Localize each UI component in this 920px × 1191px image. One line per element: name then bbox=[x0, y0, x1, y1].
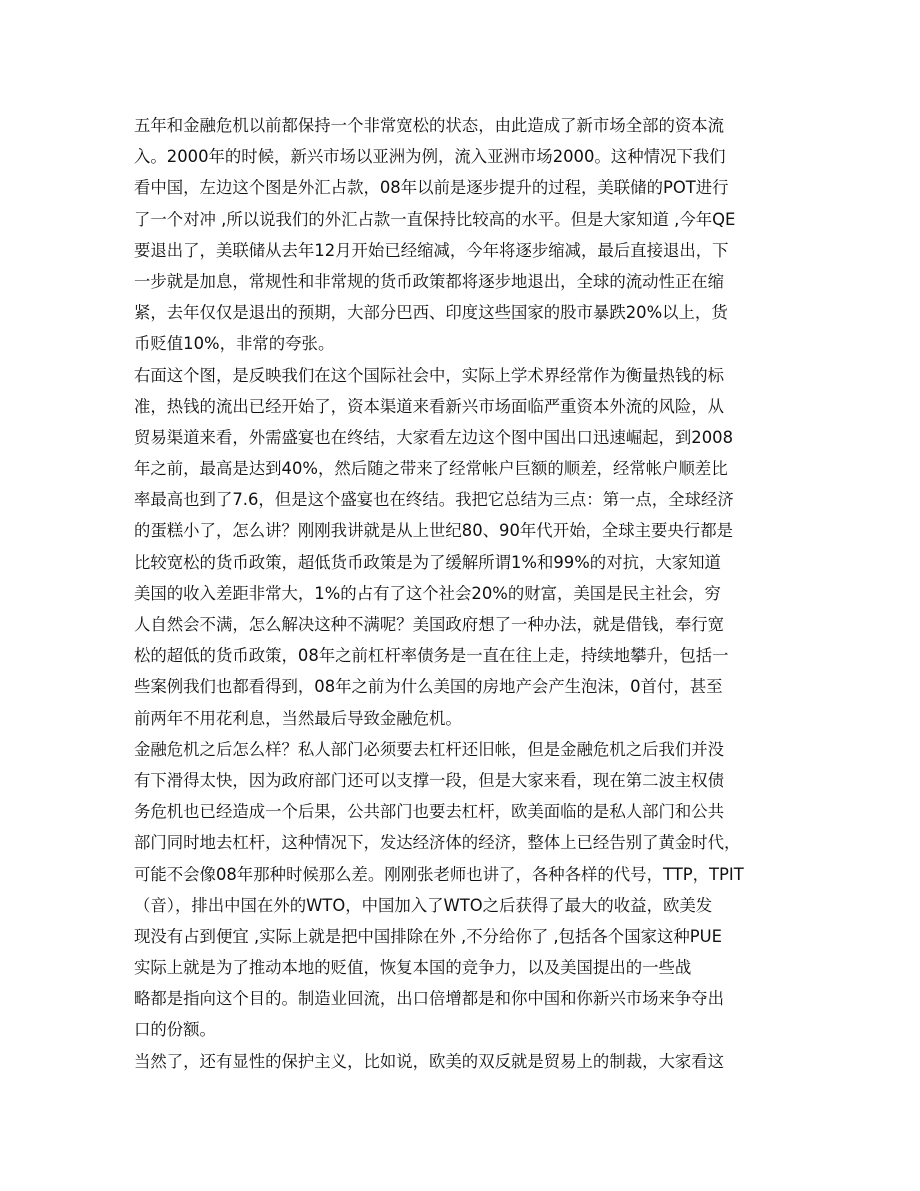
text-line: 五年和金融危机以前都保持一个非常宽松的状态，由此造成了新市场全部的资本流 bbox=[134, 116, 725, 135]
text-line: 人自然会不满，怎么解决这种不满呢？美国政府想了一种办法，就是借钱，奉行宽 bbox=[134, 615, 725, 634]
text-line: 右面这个图，是反映我们在这个国际社会中，实际上学术界经常作为衡量热钱的标 bbox=[134, 365, 725, 385]
text-line: 实际上就是为了推动本地的贬值，恢复本国的竞争力，以及美国提出的一些战 bbox=[134, 958, 692, 978]
text-line: 可能不会像08年那种时候那么差。刚刚张老师也讲了，各种各样的代号，TTP，TPIT bbox=[134, 864, 744, 884]
text-line: 金融危机之后怎么样？私人部门必须要去杠杆还旧帐，但是金融危机之后我们并没 bbox=[134, 739, 725, 759]
text-line: 要退出了，美联储从去年12月开始已经缩减，今年将逐步缩减，最后直接退出，下 bbox=[134, 240, 729, 260]
body-text bbox=[134, 110, 794, 1077]
text-line: 入。2000年的时候，新兴市场以亚洲为例，流入亚洲市场2000。这种情况下我们 bbox=[134, 147, 726, 167]
text-line: 率最高也到了7.6，但是这个盛宴也在终结。我把它总结为三点：第一点，全球经济 bbox=[134, 490, 734, 510]
text-line: 部门同时地去杠杆，这种情况下，发达经济体的经济，整体上已经告别了黄金时代， bbox=[134, 833, 741, 853]
text-line: 币贬值10%，非常的夸张。 bbox=[134, 334, 335, 354]
text-line: 些案例我们也都看得到，08年之前为什么美国的房地产会产生泡沫，0首付，甚至 bbox=[134, 677, 723, 697]
text-line: 现没有占到便宜 ,实际上就是把中国排除在外 ,不分给你了 ,包括各个国家这种PUE bbox=[134, 926, 722, 946]
text-line: （音），排出中国在外的WTO，中国加入了WTO之后获得了最大的收益，欧美发 bbox=[134, 895, 713, 915]
text-line: 口的份额。 bbox=[134, 1020, 216, 1040]
text-line: 贸易渠道来看，外需盛宴也在终结，大家看左边这个图中国出口迅速崛起，到2008 bbox=[134, 427, 733, 447]
text-line: 紧，去年仅仅是退出的预期，大部分巴西、印度这些国家的股市暴跌20%以上，货 bbox=[134, 303, 728, 323]
text-line: 有下滑得太快，因为政府部门还可以支撑一段，但是大家来看，现在第二波主权债 bbox=[134, 770, 725, 790]
text-line: 了一个对冲 ,所以说我们的外汇占款一直保持比较高的水平。但是大家知道 ,今年QE bbox=[134, 209, 736, 229]
text-line: 美国的收入差距非常大，1%的占有了这个社会20%的财富，美国是民主社会，穷 bbox=[134, 583, 721, 603]
text-line: 准，热钱的流出已经开始了，资本渠道来看新兴市场面临严重资本外流的风险，从 bbox=[134, 396, 725, 416]
text-line: 当然了，还有显性的保护主义，比如说，欧美的双反就是贸易上的制裁，大家看这 bbox=[134, 1051, 725, 1071]
text-line: 比较宽松的货币政策，超低货币政策是为了缓解所谓1%和99%的对抗，大家知道 bbox=[134, 552, 721, 572]
text-line: 的蛋糕小了，怎么讲？刚刚我讲就是从上世纪80、90年代开始，全球主要央行都是 bbox=[134, 521, 733, 541]
text-line: 略都是指向这个目的。制造业回流，出口倍增都是和你中国和你新兴市场来争夺出 bbox=[134, 989, 725, 1009]
text-line: 务危机也已经造成一个后果，公共部门也要去杠杆，欧美面临的是私人部门和公共 bbox=[134, 802, 725, 822]
text-line: 前两年不用花利息，当然最后导致金融危机。 bbox=[134, 708, 462, 728]
text-line: 看中国，左边这个图是外汇占款，08年以前是逐步提升的过程，美联储的POT进行 bbox=[134, 178, 729, 198]
text-line: 年之前，最高是达到40%，然后随之带来了经常帐户巨额的顺差，经常帐户顺差比 bbox=[134, 459, 728, 479]
text-line: 一步就是加息，常规性和非常规的货币政策都将逐步地退出，全球的流动性正在缩 bbox=[134, 271, 725, 291]
text-line: 松的超低的货币政策，08年之前杠杆率债务是一直在往上走，持续地攀升，包括一 bbox=[134, 646, 729, 666]
